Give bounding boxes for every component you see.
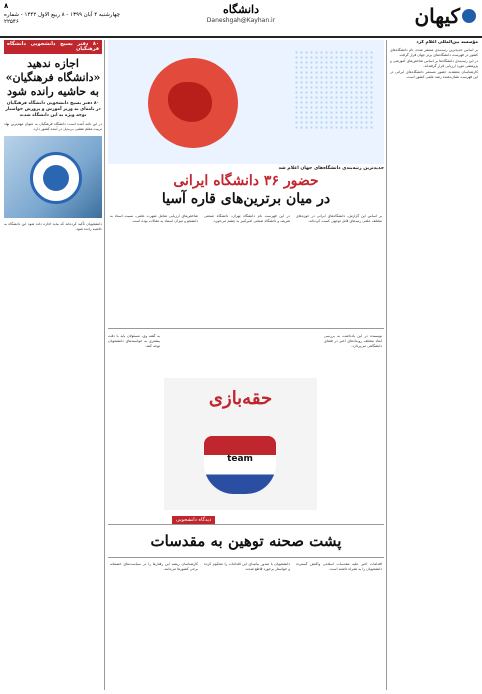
- university-emblem-icon: [30, 152, 82, 204]
- body-paragraph: شاخص‌های ارزیابی شامل شهرت علمی، نسبت استاد به دانشجو و میزان استناد به مقالات بوده است.: [110, 214, 198, 223]
- bottom-article-headline: پشت صحنه توهین به مقدسات: [108, 524, 384, 558]
- top-headline-line2: در میان برترین‌های قاره آسیا: [161, 191, 331, 207]
- column-divider: [386, 40, 387, 690]
- top-story-body-2: [204, 214, 290, 324]
- right-news-paragraph: بر اساس جدیدترین رتبه‌بندی منتشر شده، نام دانشگاه‌های کشور در فهرست دانشگاه‌های برتر جهان قرار گرفت.: [390, 48, 478, 57]
- cheating-illustration: [164, 378, 317, 510]
- side-story-title: اجازه ندهید «دانشگاه فرهنگیان» به حاشیه رانده شود: [5, 57, 101, 98]
- body-paragraph: کارشناسان ریشه این رفتارها را در سیاست‌های خصمانه برخی کشورها می‌دانند.: [110, 562, 198, 571]
- top-story-body-3: [110, 214, 198, 324]
- right-news-column: [390, 40, 478, 690]
- side-story-column: [4, 40, 102, 690]
- illustration-title: حقه‌بازی: [208, 388, 273, 409]
- body-paragraph: بر اساس این گزارش، دانشگاه‌های ایرانی در حوزه‌های مختلف علمی رتبه‌های قابل توجهی کسب کرده‌اند.: [296, 214, 382, 223]
- right-news-lead: مؤسسه بین‌المللی اعلام کرد: [416, 40, 478, 45]
- bottom-article-body-1: [296, 562, 382, 690]
- side-story-lead: ۸۰ دفتر بسیج دانشجویی دانشگاه فرهنگیان در نامه‌ای به وزیر آموزش و پرورش خواستار توجه ویژه به این دانشگاه شدند: [5, 101, 101, 118]
- middle-article-right: [324, 334, 382, 519]
- section-divider: [108, 328, 384, 329]
- flag-hat-icon: [204, 436, 276, 494]
- logo-text: کیهان: [414, 4, 460, 28]
- map-dots-pattern: [294, 50, 374, 130]
- masthead: [0, 0, 482, 38]
- page-number: ۸: [4, 2, 9, 10]
- body-paragraph: نویسنده در این یادداشت به بررسی ابعاد مختلف رویدادهای اخیر در فضای دانشگاهی می‌پردازد.: [324, 334, 382, 348]
- column-divider: [104, 40, 105, 690]
- bottom-article-kicker: دیدگاه دانشجویی: [172, 516, 215, 524]
- body-paragraph: به گفته وی، مسئولان باید با دقت بیشتری به خواسته‌های دانشجویان توجه کنند.: [108, 334, 160, 348]
- top-headline-line1: حضور ۳۶ دانشگاه ایرانی: [173, 173, 319, 189]
- body-paragraph: اقدامات اخیر علیه مقدسات اسلامی واکنش گسترده دانشجویان را به همراه داشته است.: [296, 562, 382, 571]
- body-paragraph: در این فهرست نام دانشگاه تهران، دانشگاه صنعتی شریف و دانشگاه صنعتی امیرکبیر به چشم می‌خورد.: [204, 214, 290, 223]
- dateline: چهارشنبه ۴ آبان ۱۳۹۹ - ۸ ربیع الاول ۱۴۴۲ - شماره ۲۲۵۴۶: [4, 12, 121, 25]
- right-news-paragraph: کارشناسان معتقدند حضور مستمر دانشگاه‌های ایرانی در این فهرست نشان‌دهنده رشد علمی کشور است.: [390, 70, 478, 79]
- globe-icon: [148, 58, 238, 148]
- middle-article-left: [108, 334, 160, 519]
- top-story-body-1: [296, 214, 382, 324]
- side-story-kicker: ۸۰ دفتر بسیج دانشجویی دانشگاه فرهنگیان: [4, 40, 102, 54]
- top-story-caption: جدیدترین رتبه‌بندی دانشگاه‌های جهان اعلام شد: [278, 166, 384, 171]
- site-url[interactable]: Daneshgah@Kayhan.ir: [206, 17, 276, 24]
- top-story-headline: [108, 172, 384, 208]
- side-story-paragraph: دانشجویان تأکید کرده‌اند که نباید اجازه داده شود این دانشگاه به حاشیه رانده شود.: [4, 222, 102, 231]
- side-story-paragraph: در این نامه آمده است: دانشگاه فرهنگیان به عنوان مهم‌ترین نهاد تربیت معلم نقشی بی‌بدیل در آینده کشور دارد.: [4, 122, 102, 131]
- section-title: دانشگاه: [222, 3, 260, 16]
- bottom-article-body-2: [204, 562, 290, 690]
- university-emblem-image: [4, 136, 102, 218]
- body-paragraph: دانشجویان با صدور بیانیه‌ای این اقدامات را محکوم کرده و خواستار برخورد قاطع شدند.: [204, 562, 290, 571]
- illustration-text: team: [227, 454, 253, 464]
- bottom-article-body-3: [110, 562, 198, 690]
- world-map-image: [108, 40, 384, 164]
- right-news-paragraph: در این رتبه‌بندی دانشگاه‌ها بر اساس شاخص‌های آموزشی و پژوهشی مورد ارزیابی قرار گرفته‌اند.: [390, 59, 478, 68]
